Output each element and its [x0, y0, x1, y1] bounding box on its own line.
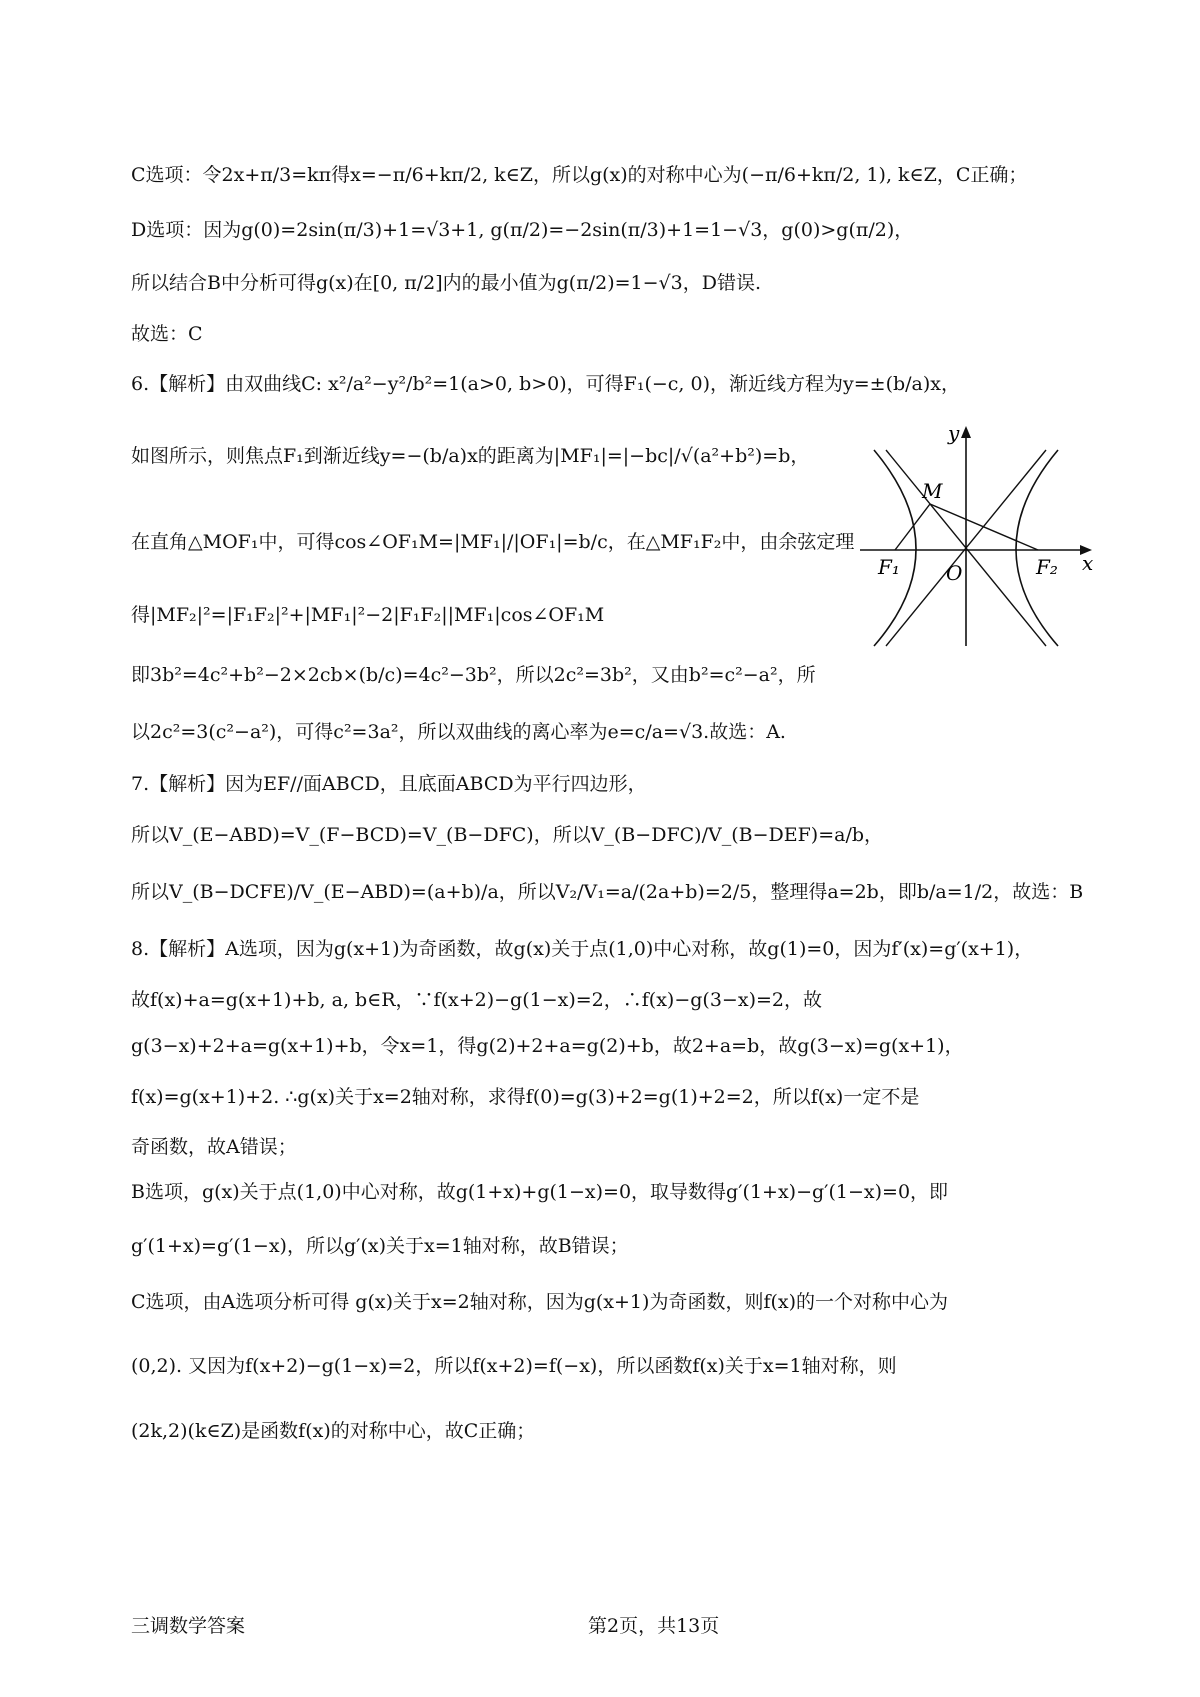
text-line: 所以结合B中分析可得g(x)在[0, π/2]内的最小值为g(π/2)=1−√3，D错误. — [131, 272, 761, 294]
text-line: C选项：令2x+π/3=kπ得x=−π/6+kπ/2, k∈Z，所以g(x)的对称中心为(−π/6+kπ/2, 1), k∈Z，C正确； — [131, 164, 1028, 186]
text-line: D选项：因为g(0)=2sin(π/3)+1=√3+1, g(π/2)=−2sin(π/3)+1=1−√3，g(0)>g(π/2)， — [131, 219, 914, 241]
text-line: 即3b²=4c²+b²−2×2cb×(b/c)=4c²−3b²，所以2c²=3b²，又由b²=c²−a²，所 — [131, 664, 816, 686]
text-line: 故f(x)+a=g(x+1)+b, a, b∈R，∵f(x+2)−g(1−x)=2，∴f(x)−g(3−x)=2，故 — [131, 989, 822, 1011]
text-line: 6.【解析】由双曲线C: x²/a²−y²/b²=1(a>0, b>0)，可得F₁(−c, 0)，渐近线方程为y=±(b/a)x， — [131, 373, 961, 395]
text-line: 以2c²=3(c²−a²)，可得c²=3a²，所以双曲线的离心率为e=c/a=√3.故选：A. — [131, 721, 786, 743]
text-line: B选项，g(x)关于点(1,0)中心对称，故g(1+x)+g(1−x)=0，取导数得g′(1+x)−g′(1−x)=0，即 — [131, 1181, 949, 1203]
text-line: 奇函数，故A错误； — [131, 1136, 297, 1158]
label-o: O — [946, 561, 963, 585]
text-line: C选项，由A选项分析可得 g(x)关于x=2轴对称，因为g(x+1)为奇函数，则f(x)的一个对称中心为 — [131, 1291, 949, 1313]
text-line: 故选：C — [131, 323, 203, 345]
text-line: 在直角△MOF₁中，可得cos∠OF₁M=|MF₁|/|OF₁|=b/c，在△MF₁F₂中，由余弦定理 — [131, 531, 855, 553]
label-y: y — [948, 421, 960, 445]
label-f1: F₁ — [878, 555, 900, 579]
text-line: 如图所示，则焦点F₁到渐近线y=−(b/a)x的距离为|MF₁|=|−bc|/√(a²+b²)=b， — [131, 445, 810, 467]
text-line: 所以V_(E−ABD)=V_(F−BCD)=V_(B−DFC)，所以V_(B−DFC)/V_(B−DEF)=a/b， — [131, 824, 884, 846]
text-line: (0,2). 又因为f(x+2)−g(1−x)=2，所以f(x+2)=f(−x)，所以函数f(x)关于x=1轴对称，则 — [131, 1355, 897, 1377]
hyperbola-figure — [860, 420, 1100, 670]
segment-f1-m — [895, 504, 930, 550]
footer-page-number: 第2页，共13页 — [588, 1615, 720, 1637]
text-line: 所以V_(B−DCFE)/V_(E−ABD)=(a+b)/a，所以V₂/V₁=a/(2a+b)=2/5，整理得a=2b，即b/a=1/2，故选：B — [131, 881, 1084, 903]
label-m: M — [922, 479, 943, 503]
text-line: 8.【解析】A选项，因为g(x+1)为奇函数，故g(x)关于点(1,0)中心对称，故g(1)=0，因为f′(x)=g′(x+1)， — [131, 938, 1034, 960]
label-f2: F₂ — [1036, 555, 1058, 579]
text-line: f(x)=g(x+1)+2. ∴g(x)关于x=2轴对称，求得f(0)=g(3)+2=g(1)+2=2，所以f(x)一定不是 — [131, 1086, 920, 1108]
text-line: g′(1+x)=g′(1−x)，所以g′(x)关于x=1轴对称，故B错误； — [131, 1235, 629, 1257]
text-line: g(3−x)+2+a=g(x+1)+b，令x=1，得g(2)+2+a=g(2)+b，故2+a=b，故g(3−x)=g(x+1)， — [131, 1035, 964, 1057]
text-line: 得|MF₂|²=|F₁F₂|²+|MF₁|²−2|F₁F₂||MF₁|cos∠OF₁M — [131, 604, 605, 626]
text-line: (2k,2)(k∈Z)是函数f(x)的对称中心，故C正确； — [131, 1420, 536, 1442]
y-axis-arrow-icon — [961, 426, 971, 438]
text-line: 7.【解析】因为EF//面ABCD，且底面ABCD为平行四边形， — [131, 773, 647, 795]
footer-document-title: 三调数学答案 — [131, 1615, 246, 1637]
label-x: x — [1082, 551, 1094, 575]
